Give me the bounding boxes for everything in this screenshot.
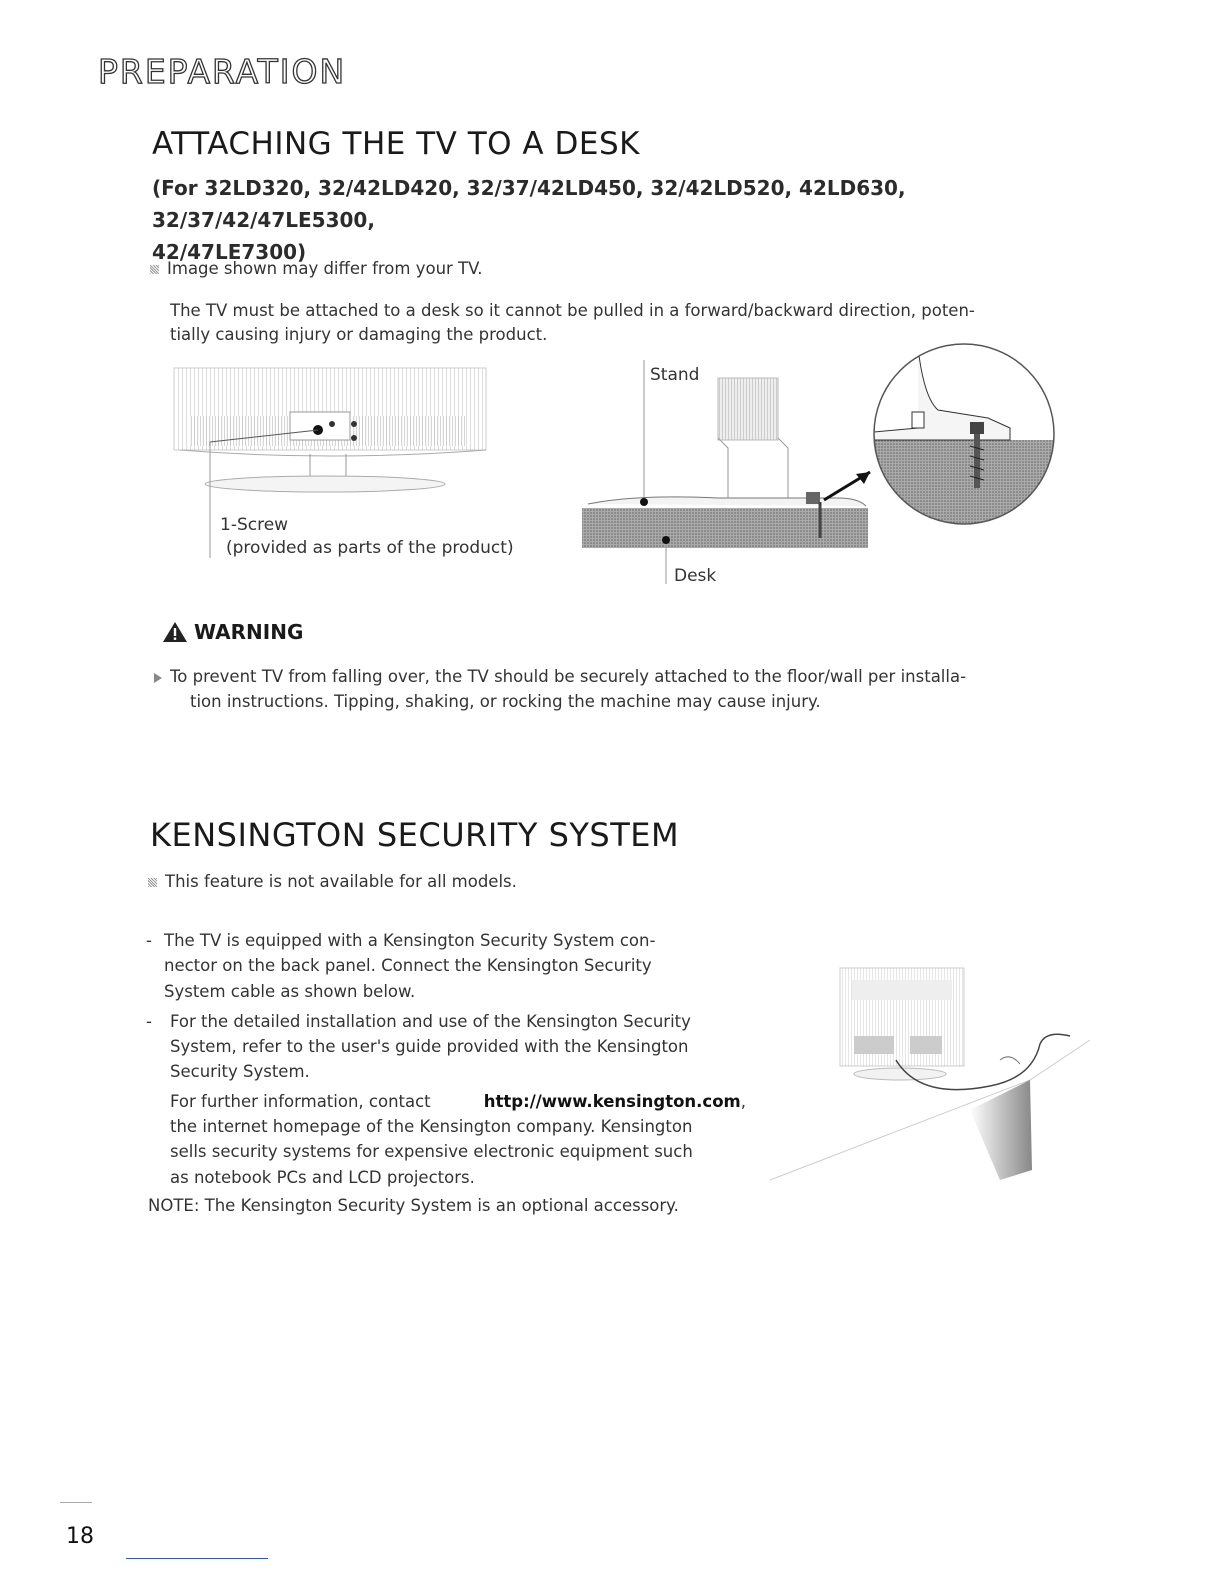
- bullet2-line3: Security System.: [170, 1062, 310, 1082]
- bullet1-line2: nector on the back panel. Connect the Kensington Security: [164, 956, 652, 976]
- further-prefix: For further information, contact: [170, 1091, 431, 1111]
- section-title-kensington: KENSINGTON SECURITY SYSTEM: [150, 816, 680, 854]
- warning-text: [172, 664, 1082, 714]
- kensington-details: [146, 928, 746, 1190]
- bullet-dash: -: [146, 1011, 152, 1031]
- image-note: [150, 259, 483, 278]
- page-number: 18: [66, 1524, 94, 1549]
- arrow-bullet-icon: [154, 673, 162, 683]
- bullet1-line1: The TV is equipped with a Kensington Security System con-: [164, 931, 656, 950]
- image-note-text: Image shown may differ from your TV.: [167, 259, 483, 278]
- further-suffix: ,: [740, 1091, 746, 1111]
- bullet2-line1: For the detailed installation and use of the Kensington Security: [170, 1011, 691, 1031]
- warning-line1: To prevent TV from falling over, the TV should be securely attached to the floor/wall per installa-: [170, 667, 967, 686]
- desk-label: Desk: [674, 566, 717, 586]
- stand-desk-illustration: [578, 338, 1060, 588]
- warning-line2: tion instructions. Tipping, shaking, or rocking the machine may cause injury.: [190, 692, 821, 711]
- section-title-attaching: ATTACHING THE TV TO A DESK: [152, 126, 640, 162]
- bullet-item: [146, 1009, 746, 1085]
- footer-rule-top: [60, 1502, 92, 1503]
- further-line3: sells security systems for expensive electronic equipment such: [170, 1142, 693, 1162]
- kensington-link[interactable]: http://www.kensington.com: [483, 1091, 741, 1111]
- note-marker-icon: [150, 265, 159, 274]
- bullet1-line3: System cable as shown below.: [164, 981, 416, 1001]
- further-line2: the internet homepage of the Kensington company. Kensington: [170, 1117, 693, 1137]
- section-label: PREPARATION: [98, 52, 347, 91]
- bullet2-line2: System, refer to the user's guide provided with the Kensington: [170, 1037, 689, 1057]
- note-marker-icon: [148, 878, 157, 887]
- availability-note: [148, 872, 517, 891]
- intro-line1: The TV must be attached to a desk so it cannot be pulled in a forward/backward direction, poten-: [170, 301, 975, 320]
- stand-label: Stand: [650, 365, 700, 385]
- screw-label: 1-Screw: [220, 515, 289, 535]
- model-list: [152, 172, 1092, 268]
- warning-icon: [162, 621, 188, 643]
- availability-note-text: This feature is not available for all models.: [165, 872, 517, 891]
- model-list-line1: (For 32LD320, 32/42LD420, 32/37/42LD450, 32/42LD520, 42LD630, 32/37/42/47LE5300,: [152, 176, 906, 232]
- screw-sublabel: (provided as parts of the product): [226, 538, 514, 558]
- tv-back-screw-illustration: [170, 362, 590, 572]
- warning-heading: [162, 620, 303, 644]
- further-line4: as notebook PCs and LCD projectors.: [170, 1167, 475, 1187]
- kensington-cable-illustration: [770, 960, 1100, 1190]
- further-info: [146, 1089, 746, 1190]
- bullet-item: [146, 928, 746, 1004]
- optional-accessory-note: NOTE: The Kensington Security System is an optional accessory.: [148, 1196, 679, 1215]
- warning-title: WARNING: [194, 620, 304, 644]
- bullet-dash: -: [146, 931, 152, 950]
- intro-line2: tially causing injury or damaging the product.: [170, 325, 548, 344]
- model-list-line2: 42/47LE7300): [152, 240, 307, 264]
- footer-rule-bottom: [126, 1558, 268, 1559]
